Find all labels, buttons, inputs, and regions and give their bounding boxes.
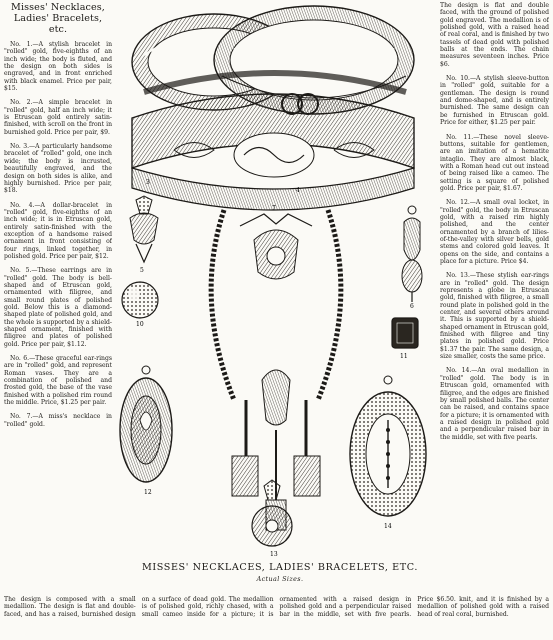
right-text-column [440, 2, 549, 592]
fig-number: 7 [272, 205, 276, 212]
item-description: No. 2.—A simple bracelet in "rolled" gold, half an inch wide; it is Etruscan gold entirely satin-finished, with scroll on the front in burnished gold. Price per pair, $9. [4, 99, 112, 136]
fig-number: 13 [270, 551, 278, 558]
bracelet-3 [132, 94, 414, 210]
jewelry-illustration [114, 0, 438, 560]
item-description: The design is flat and double faced, with the ground of polished gold engraved. The medallion is of polished gold, with a raised head of real coral, and is finished by two tassels of dead gold with polished balls at the ends. The chain measures seventeen inches. Price $6. [440, 2, 549, 68]
fig-number: 14 [384, 523, 392, 530]
left-text-column [4, 2, 112, 592]
item-description: No. 7.—A miss's necklace in "rolled" gold. [4, 413, 112, 428]
figure-subcaption: Actual Sizes. [256, 575, 304, 583]
item-description: No. 14.—An oval medallion in "rolled" gold. The body is in Etruscan gold, ornamented with filigree, and the edges are finished by small polished balls. The center can be raised, and contains space for a picture; it is ornamented with a raised design in polished gold and a perpendicular raised bar in the middle, set with five pearls. [440, 367, 549, 441]
sleeve-button-11 [392, 318, 418, 348]
item-description: No. 11.—These novel sleeve-buttons, suitable for gentlemen, are an imitation of a hematite intaglio. They are almost black, with a Roman head cut out instead of being raised like a cameo. The setting is a square of polished gold. Price per pair, $1.67. [440, 133, 549, 192]
fig-number: 6 [410, 303, 414, 310]
item-description: No. 10.—A stylish sleeve-button in "rolled" gold, suitable for a gentleman. The design is round and dome-shaped, and is entirely burnished. The same design can be furnished in Etruscan gold. Price for either, $1.25 per pair. [440, 75, 549, 127]
fig-number: 4 [296, 187, 300, 194]
item-description: No. 13.—These stylish ear-rings are in "rolled" gold. The design represents a globe in Etruscan gold, finished with filigree, a small round plate in polished gold in the center, and several others around it. This is supported by a shield-shaped ornament in Etruscan gold, finished with filigree and tiny plates in polished gold. Price $1.37 the pair. The same design, a size smaller, costs the same price. [440, 272, 549, 361]
fig-number: 5 [140, 267, 144, 274]
heading-line-2: Ladies' Bracelets, [13, 13, 103, 24]
fig-number: 11 [400, 353, 408, 360]
item-description: No. 3.—A particularly handsome bracelet of "rolled" gold, one inch wide; the body is incrusted, beautifully engraved, and the design on both sides is alike, and highly burnished. Price per pair, $18. [4, 143, 112, 195]
engraving-artwork [114, 0, 438, 560]
fig-number: 12 [144, 489, 152, 496]
page-heading [4, 2, 112, 35]
item-description: No. 5.—These earrings are in "rolled" gold. The body is bell-shaped and of Etruscan gold, ornamented with filigree, and small round plates of polished gold. Below this is a diamond-shaped plate of polished gold, and the whole is supported by a shield-shaped ornament, finished with filigree and plates of polished gold. Price per pair, $1.12. [4, 267, 112, 348]
necklace-7 [211, 210, 341, 530]
locket-12 [120, 366, 172, 482]
heading-line-3: etc. [48, 24, 68, 35]
item-description: No. 12.—A small oval locket, in "rolled" gold, the body in Etruscan gold, with a raised rim highly polished, and the center ornamented by a branch of lilies-of-the-valley with silver bells, gold stems and colored gold leaves. It opens on the side, and contains a place for a picture. Price $4. [440, 199, 549, 265]
fig-number: 3 [146, 179, 150, 186]
item-description: No. 4.—A dollar-bracelet in "rolled" gold, five-eighths of an inch wide; it is in Etruscan gold, entirely satin-finished with the exception of a handsome raised ornament in front consisting of four rings, linked together, in polished gold. Price per pair, $12. [4, 201, 112, 260]
medallion-14 [350, 376, 426, 516]
fig-number: 10 [136, 321, 144, 328]
heading-line-1: Misses' Necklaces, [11, 2, 105, 13]
item-description: No. 1.—A stylish bracelet in "rolled" gold, five-eighths of an inch wide; the body is fluted, and the design on both sides is engraved, and in front enriched with black enamel. Price per pair, $15. [4, 41, 112, 93]
item-description: No. 6.—These graceful ear-rings are in "rolled" gold, and represent Roman vases. They are a combination of polished and frosted gold, the base of the vase finished with a polished rim round the middle. Price, $1.25 per pair. [4, 355, 112, 407]
bottom-continuation-text: The design is composed with a small medallion. The design is flat and double-faced, and has a raised, burnished design on a surface of dead gold. The medallion is of polished gold, richly chased, with a small cameo inside for a picture; it is ornamented with a raised design in polished gold and a perpendicular raised bar in the middle, set with five pearls. Price $6.50. knit, and it is finished by a medallion of polished gold with a raised head of real coral, burnished. [4, 596, 549, 618]
earring-6 [402, 206, 422, 302]
sleeve-button-10 [122, 282, 158, 318]
earring-5 [130, 196, 158, 262]
figure-caption: MISSES' NECKLACES, LADIES' BRACELETS, ETC. [141, 562, 419, 573]
